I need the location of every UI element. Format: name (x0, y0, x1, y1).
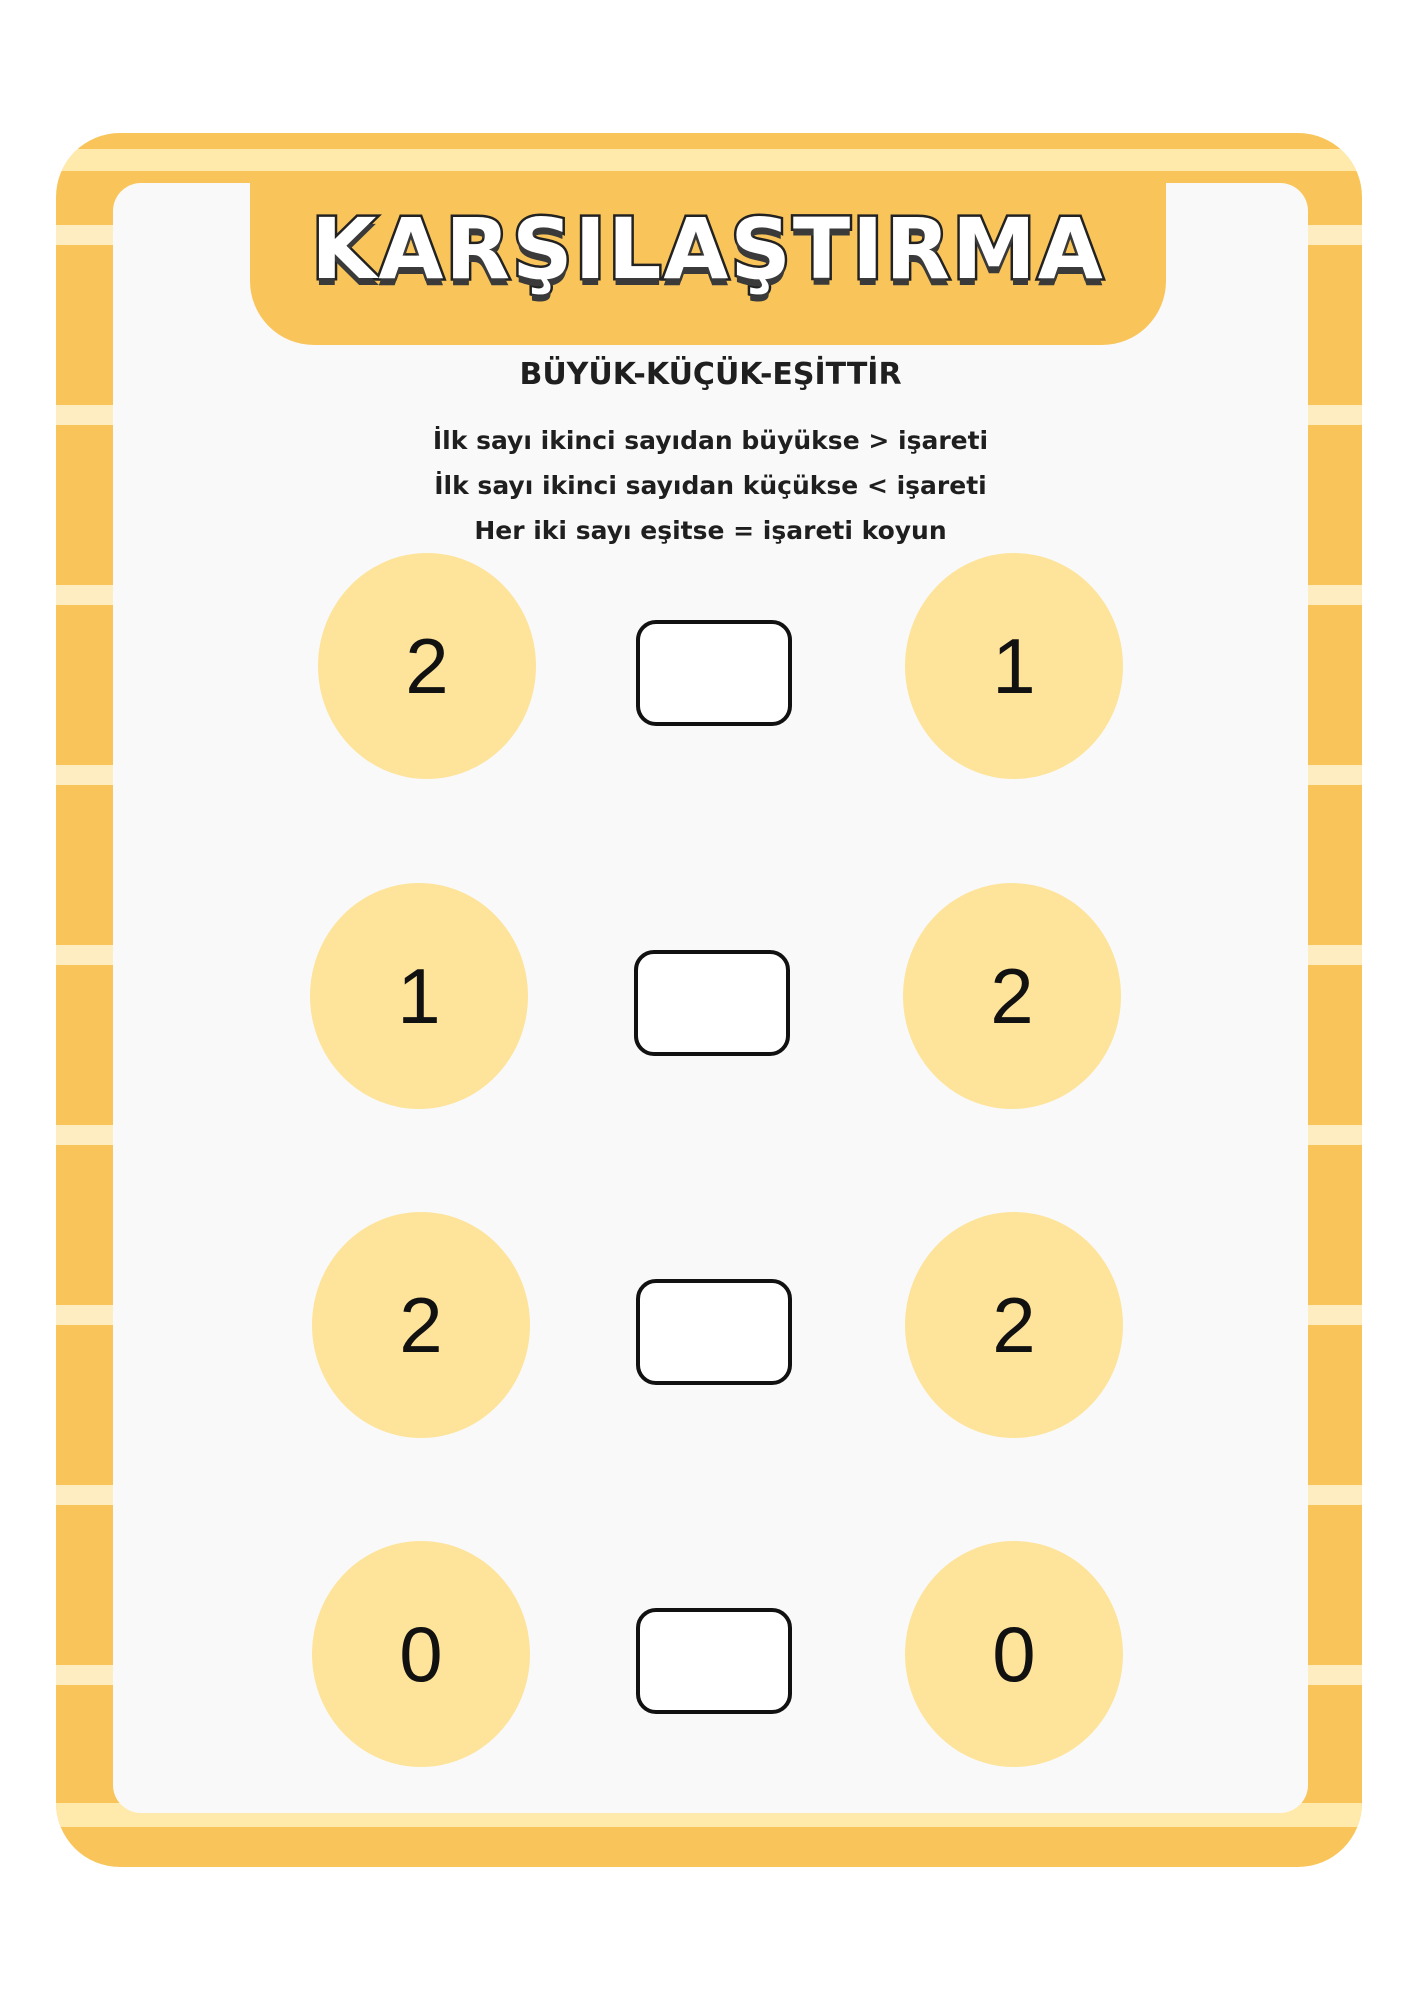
instructions (113, 418, 1308, 553)
comparison-row (113, 1212, 1308, 1438)
instruction-line: İlk sayı ikinci sayıdan büyükse > işareti (432, 426, 989, 455)
answer-box[interactable] (636, 1608, 792, 1714)
comparison-row (113, 1541, 1308, 1767)
right-number: 1 (905, 553, 1123, 779)
left-number: 2 (318, 553, 536, 779)
left-number: 2 (312, 1212, 530, 1438)
instruction-line: İlk sayı ikinci sayıdan küçükse < işareti (434, 471, 987, 500)
frame-top-band (56, 149, 1362, 171)
right-number: 2 (905, 1212, 1123, 1438)
worksheet-title: KARŞILAŞTIRMA (311, 200, 1105, 298)
comparison-row (113, 553, 1308, 779)
right-number: 2 (903, 883, 1121, 1109)
answer-box[interactable] (636, 620, 792, 726)
answer-box[interactable] (634, 950, 790, 1056)
answer-box[interactable] (636, 1279, 792, 1385)
comparison-row (113, 883, 1308, 1109)
instruction-line: Her iki sayı eşitse = işareti koyun (474, 516, 947, 545)
left-number: 0 (312, 1541, 530, 1767)
left-number: 1 (310, 883, 528, 1109)
worksheet-subtitle: BÜYÜK-KÜÇÜK-EŞİTTİR (519, 357, 902, 392)
right-number: 0 (905, 1541, 1123, 1767)
